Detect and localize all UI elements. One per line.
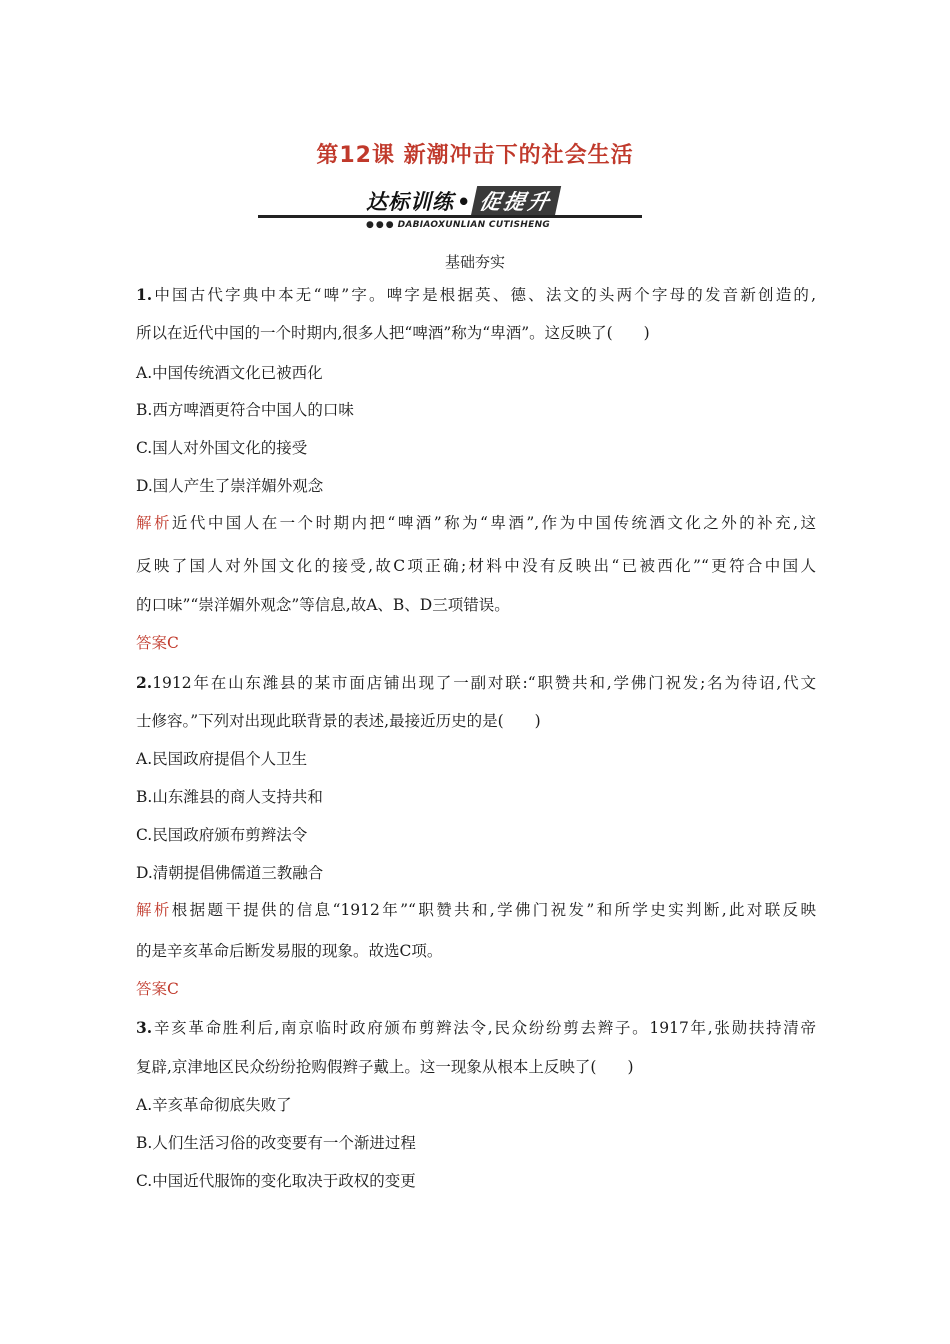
q2-stem-line: 士修容。”下列对出现此联背景的表述,最接近历史的是( ) <box>136 712 541 730</box>
banner-highlight: 促提升 <box>471 186 561 216</box>
q3-option-b: B.人们生活习俗的改变要有一个渐进过程 <box>136 1134 416 1152</box>
banner-rule <box>258 215 642 218</box>
q1-stem-line: 所以在近代中国的一个时期内,很多人把“啤酒”称为“卑酒”。这反映了( ) <box>136 324 650 342</box>
q3-option-c: C.中国近代服饰的变化取决于政权的变更 <box>136 1172 416 1190</box>
banner-subtitle-text: DABIAOXUNLIAN CUTISHENG <box>397 220 551 230</box>
q2-answer-label: 答案 <box>136 980 168 998</box>
q2-analysis-label: 解析 <box>136 901 172 919</box>
q1-number: 1. <box>136 285 153 304</box>
q2-option-c: C.民国政府颁布剪辫法令 <box>136 826 308 844</box>
q3-number: 3. <box>136 1018 153 1037</box>
q1-analysis-line: 反映了国人对外国文化的接受,故C项正确;材料中没有反映出“已被西化”“更符合中国人 <box>136 557 816 575</box>
q1-stem-line: 1.中国古代字典中本无“啤”字。啤字是根据英、德、法文的头两个字母的发音新创造的, <box>136 285 816 304</box>
q2-answer <box>136 978 816 1000</box>
q2-answer-value: C <box>167 980 179 998</box>
q2-option-b: B.山东潍县的商人支持共和 <box>136 788 323 806</box>
q2-option-a: A.民国政府提倡个人卫生 <box>136 750 308 768</box>
section-heading: 基础夯实 <box>444 253 505 271</box>
q1-answer-label: 答案 <box>136 634 168 652</box>
banner-text-a: 达标训练 <box>366 190 454 214</box>
q1-option-c: C.国人对外国文化的接受 <box>136 439 308 457</box>
lesson-title: 第12课 新潮冲击下的社会生活 <box>316 143 634 168</box>
q1-answer-value: C <box>167 634 179 652</box>
q3-stem-line: 复辟,京津地区民众纷纷抢购假辫子戴上。这一现象从根本上反映了( ) <box>136 1058 634 1076</box>
q2-number: 2. <box>136 673 153 692</box>
q3-stem-line: 3.辛亥革命胜利后,南京临时政府颁布剪辫法令,民众纷纷剪去辫子。1917年,张勋扶持清帝 <box>136 1018 816 1037</box>
q1-answer <box>136 632 816 654</box>
section-banner <box>258 184 642 234</box>
banner-subtitle <box>366 220 550 230</box>
q2-option-d: D.清朝提倡佛儒道三教融合 <box>136 864 324 882</box>
q1-option-b: B.西方啤酒更符合中国人的口味 <box>136 401 354 419</box>
q1-analysis-line: 解析近代中国人在一个时期内把“啤酒”称为“卑酒”,作为中国传统酒文化之外的补充,这 <box>136 514 816 532</box>
q2-analysis-line: 解析根据题干提供的信息“1912年”“职赞共和,学佛门祝发”和所学史实判断,此对联反映 <box>136 901 816 919</box>
banner-text <box>366 186 558 216</box>
q3-option-a: A.辛亥革命彻底失败了 <box>136 1096 292 1114</box>
q1-option-d: D.国人产生了崇洋媚外观念 <box>136 477 324 495</box>
banner-dot: • <box>457 190 472 214</box>
banner-dots: ●●● <box>366 220 396 230</box>
q2-analysis-line: 的是辛亥革命后断发易服的现象。故选C项。 <box>136 942 443 960</box>
q1-analysis-label: 解析 <box>136 514 172 532</box>
q1-option-a: A.中国传统酒文化已被西化 <box>136 364 323 382</box>
q2-stem-line: 2.1912年在山东潍县的某市面店铺出现了一副对联:“职赞共和,学佛门祝发;名为待诏,代文 <box>136 673 816 692</box>
q1-analysis-line: 的口味”“崇洋媚外观念”等信息,故A、B、D三项错误。 <box>136 596 510 614</box>
